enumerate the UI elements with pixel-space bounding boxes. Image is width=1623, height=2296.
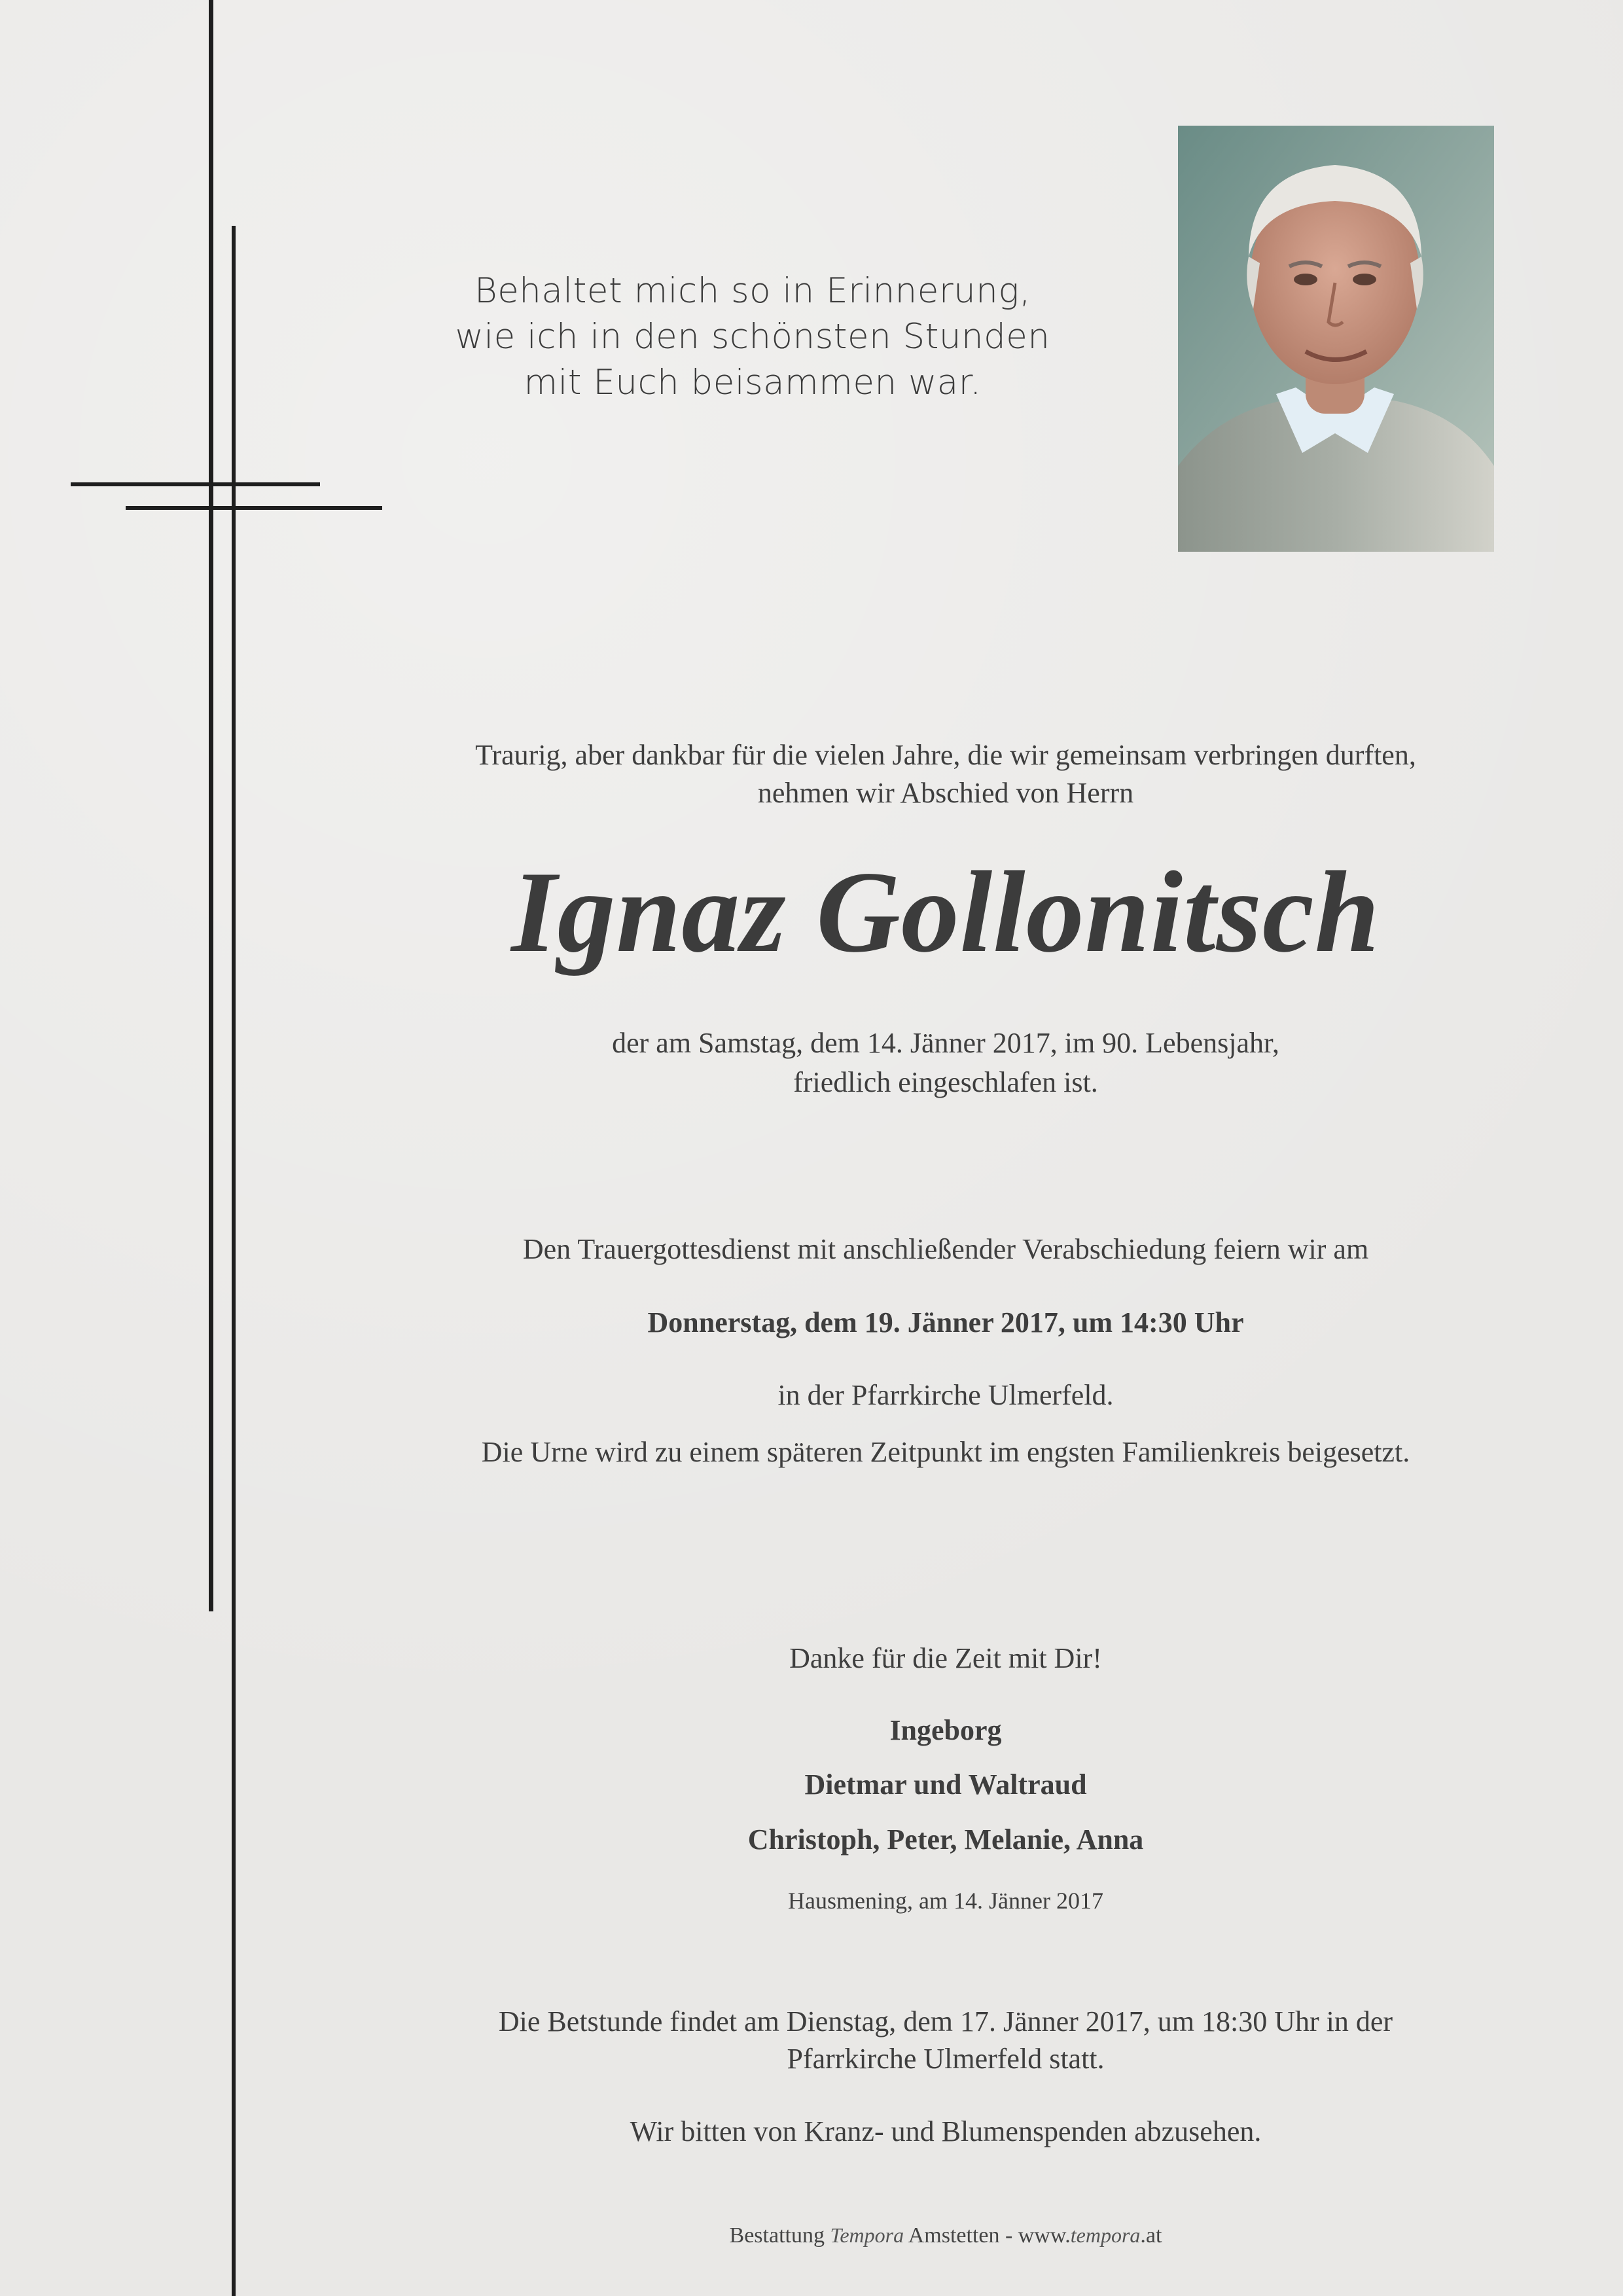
quote-line-3: mit Euch beisammen war. bbox=[524, 363, 982, 403]
cross-horizontal-upper bbox=[71, 482, 320, 486]
family-name-3: Christoph, Peter, Melanie, Anna bbox=[747, 1823, 1144, 1856]
family-thanks: Danke für die Zeit mit Dir! bbox=[789, 1642, 1102, 1674]
quote-line-1: Behaltet mich so in Erinnerung, bbox=[474, 271, 1031, 311]
prayer-line-2: Pfarrkirche Ulmerfeld statt. bbox=[787, 2043, 1105, 2075]
cross-horizontal-lower bbox=[126, 506, 382, 510]
cross-vertical-left bbox=[209, 0, 213, 1611]
family-name-2: Dietmar und Waltraud bbox=[804, 1768, 1087, 1801]
prayer-line-1: Die Betstunde findet am Dienstag, dem 17. Jänner 2017, um 18:30 Uhr in der bbox=[498, 2005, 1393, 2037]
death-line-1: der am Samstag, dem 14. Jänner 2017, im 90. Lebensjahr, bbox=[612, 1027, 1279, 1059]
family-name-1: Ingeborg bbox=[889, 1714, 1002, 1746]
footer-prefix: Bestattung bbox=[729, 2223, 825, 2248]
intro-line-2: nehmen wir Abschied von Herrn bbox=[757, 777, 1134, 809]
deceased-name: Ignaz Gollonitsch bbox=[511, 847, 1380, 977]
service-line-1: Den Trauergottesdienst mit anschließender Verabschiedung feiern wir am bbox=[522, 1233, 1369, 1265]
flower-request: Wir bitten von Kranz- und Blumenspenden abzusehen. bbox=[630, 2115, 1262, 2147]
footer-web-brand: tempora bbox=[1070, 2223, 1141, 2247]
service-date: Donnerstag, dem 19. Jänner 2017, um 14:30 Uhr bbox=[647, 1306, 1244, 1338]
death-line-2: friedlich eingeschlafen ist. bbox=[793, 1066, 1098, 1098]
service-place: in der Pfarrkirche Ulmerfeld. bbox=[777, 1379, 1114, 1411]
footer bbox=[393, 2223, 1499, 2248]
family-place-date: Hausmening, am 14. Jänner 2017 bbox=[788, 1888, 1103, 1914]
footer-city: Amstetten - www. bbox=[908, 2223, 1071, 2248]
quote-line-2: wie ich in den schönsten Stunden bbox=[455, 317, 1050, 357]
footer-suffix: .at bbox=[1140, 2223, 1162, 2248]
service-urn: Die Urne wird zu einem späteren Zeitpunkt im engsten Familienkreis beigesetzt. bbox=[481, 1436, 1410, 1468]
intro-line-1: Traurig, aber dankbar für die vielen Jahre, die wir gemeinsam verbringen durften, bbox=[475, 739, 1416, 771]
portrait-photo bbox=[1178, 126, 1494, 552]
cross-vertical-right bbox=[232, 226, 236, 2296]
footer-brand: Tempora bbox=[830, 2223, 904, 2247]
